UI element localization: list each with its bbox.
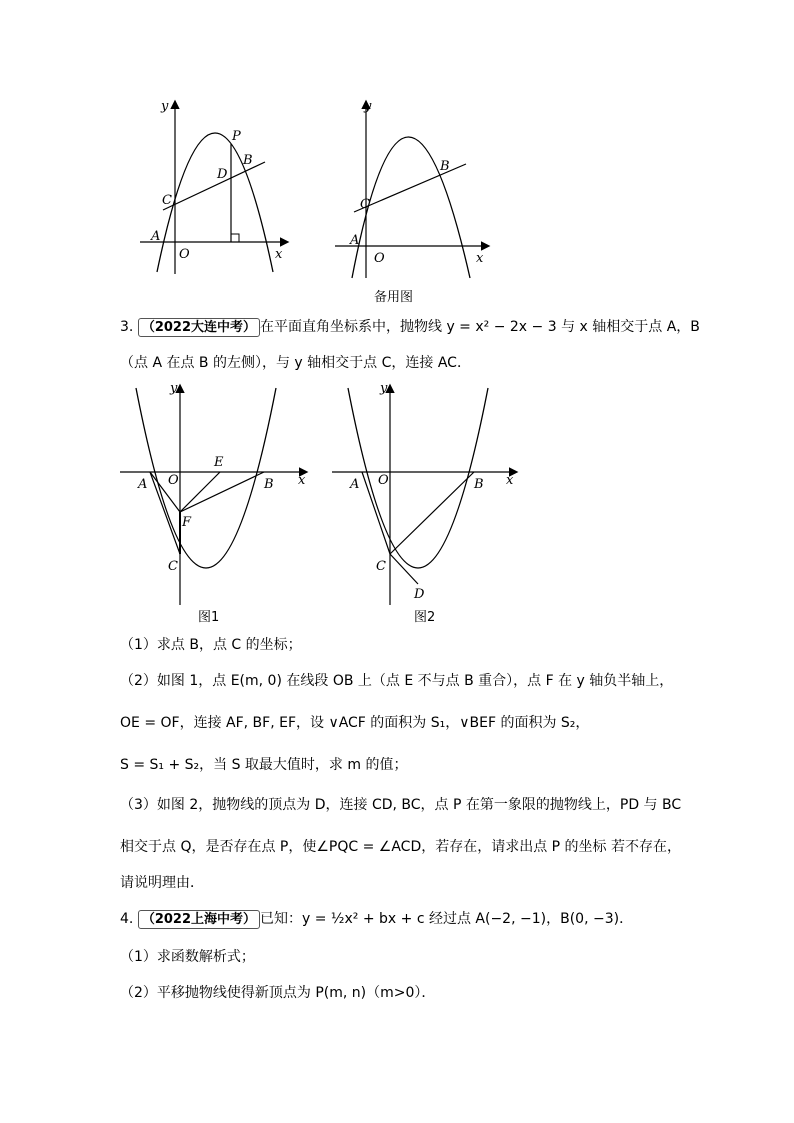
label-x: x bbox=[476, 251, 484, 266]
figure-2 bbox=[330, 380, 530, 605]
caption-fig1: 图1 bbox=[198, 610, 220, 625]
q4-source-tag: （2022上海中考） bbox=[138, 910, 260, 929]
label-o: O bbox=[179, 247, 190, 262]
label-a: A bbox=[350, 477, 360, 492]
caption-fig2: 图2 bbox=[414, 610, 436, 625]
label-x: x bbox=[275, 247, 283, 262]
parabola bbox=[157, 133, 273, 272]
parabola bbox=[136, 388, 276, 568]
label-d: D bbox=[217, 167, 228, 182]
q3-line2: （点 A 在点 B 的左侧），与 y 轴相交于点 C，连接 AC． bbox=[120, 355, 471, 371]
line-cb bbox=[163, 162, 265, 210]
label-c: C bbox=[360, 197, 370, 212]
q4-part1: （1）求函数解析式； bbox=[120, 949, 255, 965]
label-e: E bbox=[214, 455, 224, 470]
q3-source-tag: （2022大连中考） bbox=[138, 318, 260, 337]
q3-part2-line3: S = S₁ + S₂，当 S 取最大值时，求 m 的值； bbox=[120, 757, 408, 773]
label-c: C bbox=[168, 559, 178, 574]
label-y: y bbox=[380, 381, 388, 396]
figure-1 bbox=[118, 380, 318, 605]
label-y: y bbox=[170, 381, 178, 396]
q3-part2-line1: （2）如图 1，点 E(m, 0) 在线段 OB 上（点 E 不与点 B 重合），点 F 在 y 轴负半轴上， bbox=[120, 673, 674, 689]
segment-ef bbox=[180, 472, 220, 512]
label-y: y bbox=[161, 99, 169, 114]
segment-cd bbox=[390, 554, 418, 584]
segment-bc bbox=[390, 472, 474, 554]
q4-part2: （2）平移抛物线使得新顶点为 P(m, n)（m>0）． bbox=[120, 985, 436, 1001]
q3-line1 bbox=[120, 318, 700, 337]
label-b: B bbox=[474, 477, 484, 492]
label-y: y bbox=[364, 99, 372, 114]
label-b: B bbox=[264, 477, 274, 492]
q3-statement: 在平面直角坐标系中，抛物线 y = x² − 2x − 3 与 x 轴相交于点 A，B bbox=[260, 319, 700, 335]
q4-statement: 已知：y = ½x² + bx + c 经过点 A(−2, −1)，B(0, −3)． bbox=[260, 911, 634, 927]
label-o: O bbox=[168, 473, 179, 488]
label-a: A bbox=[151, 229, 161, 244]
label-c: C bbox=[162, 193, 172, 208]
label-p: P bbox=[232, 129, 241, 144]
right-angle-mark bbox=[231, 234, 239, 242]
label-o: O bbox=[378, 473, 389, 488]
label-x: x bbox=[298, 473, 306, 488]
figure-spare bbox=[330, 92, 500, 282]
label-a: A bbox=[138, 477, 148, 492]
q3-part3-line3: 请说明理由． bbox=[120, 875, 204, 891]
label-c: C bbox=[376, 559, 386, 574]
label-x: x bbox=[506, 473, 514, 488]
q3-part3-line2: 相交于点 Q，是否存在点 P，使∠PQC = ∠ACD，若存在，请求出点 P 的坐标 若不存在， bbox=[120, 839, 682, 855]
label-a: A bbox=[350, 233, 360, 248]
q3-part3-line1: （3）如图 2，抛物线的顶点为 D，连接 CD, BC，点 P 在第一象限的抛物线上，PD 与 BC bbox=[120, 797, 682, 813]
caption-spare-figure: 备用图 bbox=[374, 290, 414, 305]
label-f: F bbox=[182, 515, 192, 530]
q4-number: 4. bbox=[120, 911, 134, 927]
label-d: D bbox=[414, 587, 425, 602]
q3-part1: （1）求点 B，点 C 的坐标； bbox=[120, 637, 302, 653]
q3-part2-line2: OE = OF，连接 AF, BF, EF，设 ∨ACF 的面积为 S₁，∨BEF 的面积为 S₂， bbox=[120, 715, 590, 731]
figure-main bbox=[135, 92, 305, 282]
label-o: O bbox=[374, 251, 385, 266]
label-b: B bbox=[243, 153, 253, 168]
label-b: B bbox=[440, 159, 450, 174]
q4-line1 bbox=[120, 910, 633, 929]
q3-number: 3. bbox=[120, 319, 134, 335]
